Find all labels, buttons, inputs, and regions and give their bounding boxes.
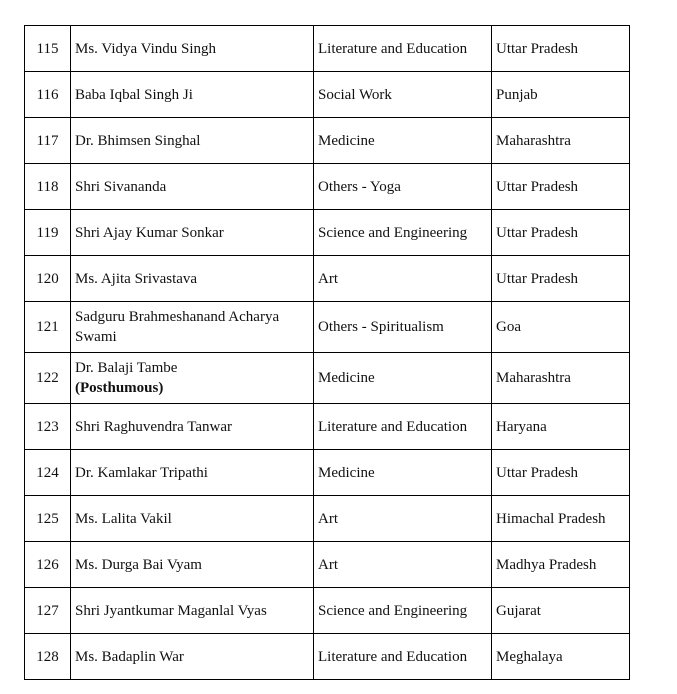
- table-row: [25, 404, 630, 450]
- serial-number-cell: 117: [25, 118, 71, 164]
- serial-number-cell: 119: [25, 210, 71, 256]
- serial-number-cell: 115: [25, 26, 71, 72]
- state-cell: Uttar Pradesh: [492, 26, 630, 72]
- state-cell: Maharashtra: [492, 353, 630, 404]
- serial-number-cell: 118: [25, 164, 71, 210]
- state-cell: Himachal Pradesh: [492, 496, 630, 542]
- name-cell: Shri Jyantkumar Maganlal Vyas: [71, 588, 314, 634]
- table-row: [25, 353, 630, 404]
- field-cell: Science and Engineering: [314, 588, 492, 634]
- state-cell: Maharashtra: [492, 118, 630, 164]
- table-row: [25, 72, 630, 118]
- field-cell: Art: [314, 256, 492, 302]
- name-cell: Shri Raghuvendra Tanwar: [71, 404, 314, 450]
- table-row: [25, 210, 630, 256]
- table-row: [25, 634, 630, 680]
- table-row: [25, 256, 630, 302]
- field-cell: Literature and Education: [314, 404, 492, 450]
- state-cell: Uttar Pradesh: [492, 256, 630, 302]
- state-cell: Madhya Pradesh: [492, 542, 630, 588]
- serial-number-cell: 128: [25, 634, 71, 680]
- table-row: [25, 302, 630, 353]
- table-row: [25, 588, 630, 634]
- name-cell: Dr. Kamlakar Tripathi: [71, 450, 314, 496]
- name-cell: Ms. Vidya Vindu Singh: [71, 26, 314, 72]
- name-cell: Baba Iqbal Singh Ji: [71, 72, 314, 118]
- field-cell: Medicine: [314, 353, 492, 404]
- table-row: [25, 26, 630, 72]
- table-row: [25, 496, 630, 542]
- name-cell: Sadguru Brahmeshanand Acharya Swami: [71, 302, 314, 353]
- state-cell: Uttar Pradesh: [492, 210, 630, 256]
- field-cell: Medicine: [314, 118, 492, 164]
- serial-number-cell: 116: [25, 72, 71, 118]
- serial-number-cell: 121: [25, 302, 71, 353]
- field-cell: Medicine: [314, 450, 492, 496]
- field-cell: Social Work: [314, 72, 492, 118]
- name-cell: Ms. Lalita Vakil: [71, 496, 314, 542]
- field-cell: Others - Spiritualism: [314, 302, 492, 353]
- state-cell: Uttar Pradesh: [492, 450, 630, 496]
- serial-number-cell: 126: [25, 542, 71, 588]
- field-cell: Art: [314, 496, 492, 542]
- table-row: [25, 118, 630, 164]
- state-cell: Meghalaya: [492, 634, 630, 680]
- state-cell: Punjab: [492, 72, 630, 118]
- field-cell: Others - Yoga: [314, 164, 492, 210]
- state-cell: Gujarat: [492, 588, 630, 634]
- state-cell: Haryana: [492, 404, 630, 450]
- serial-number-cell: 127: [25, 588, 71, 634]
- table-row: [25, 164, 630, 210]
- serial-number-cell: 122: [25, 353, 71, 404]
- name-cell: [71, 353, 314, 404]
- name-cell: Dr. Bhimsen Singhal: [71, 118, 314, 164]
- field-cell: Literature and Education: [314, 26, 492, 72]
- name-cell: Shri Ajay Kumar Sonkar: [71, 210, 314, 256]
- table-row: [25, 542, 630, 588]
- field-cell: Science and Engineering: [314, 210, 492, 256]
- serial-number-cell: 124: [25, 450, 71, 496]
- name-cell: Ms. Ajita Srivastava: [71, 256, 314, 302]
- field-cell: Art: [314, 542, 492, 588]
- serial-number-cell: 125: [25, 496, 71, 542]
- awardees-table: [24, 25, 630, 680]
- name-cell: Ms. Badaplin War: [71, 634, 314, 680]
- serial-number-cell: 123: [25, 404, 71, 450]
- name-cell: Ms. Durga Bai Vyam: [71, 542, 314, 588]
- state-cell: Uttar Pradesh: [492, 164, 630, 210]
- serial-number-cell: 120: [25, 256, 71, 302]
- posthumous-note: (Posthumous): [75, 380, 164, 396]
- field-cell: Literature and Education: [314, 634, 492, 680]
- awardee-name: Dr. Balaji Tambe: [75, 360, 178, 376]
- state-cell: Goa: [492, 302, 630, 353]
- name-cell: Shri Sivananda: [71, 164, 314, 210]
- table-row: [25, 450, 630, 496]
